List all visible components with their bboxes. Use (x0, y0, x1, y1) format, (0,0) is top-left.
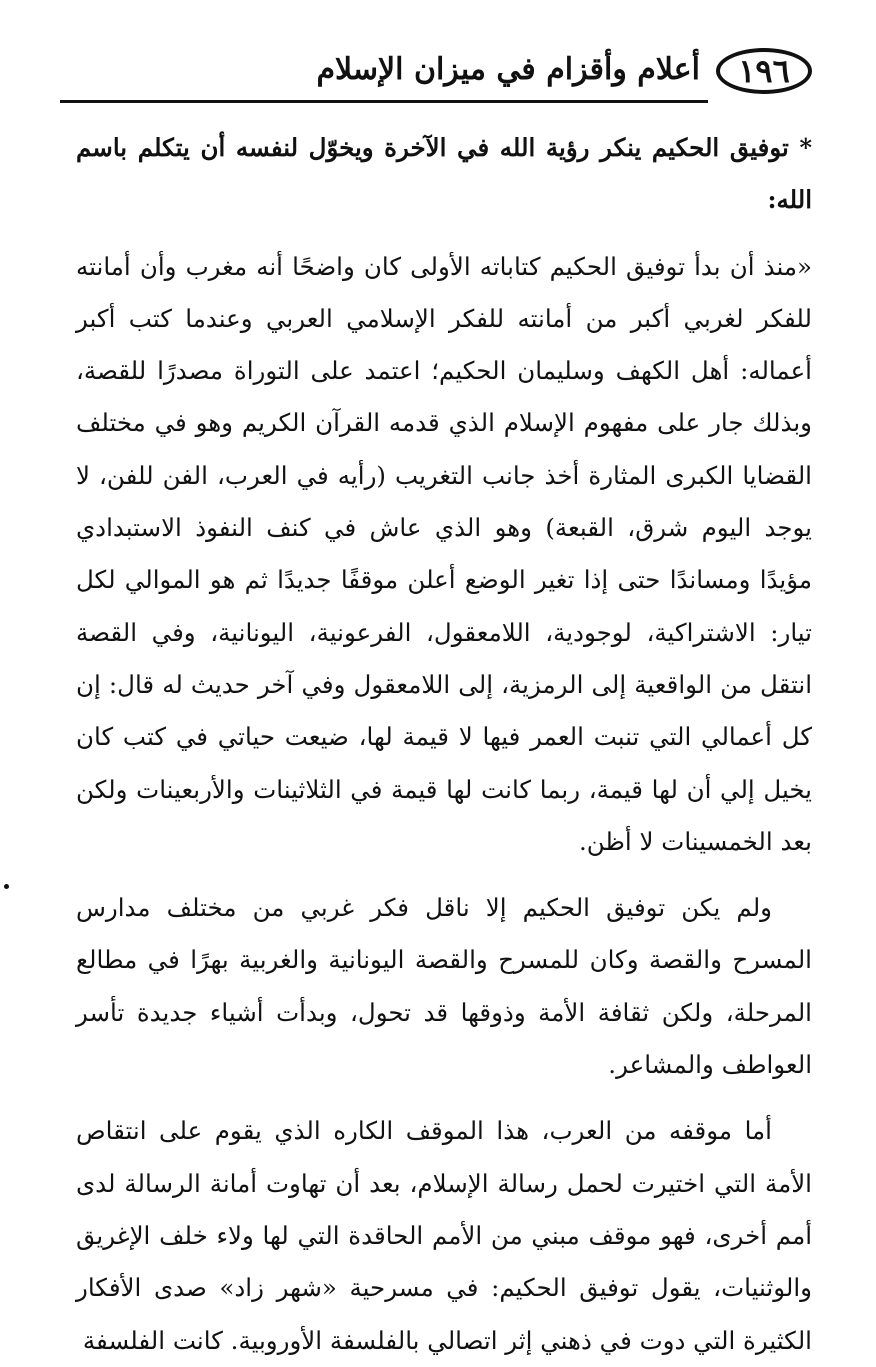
page-header (60, 40, 812, 112)
spacer (76, 227, 812, 241)
page-body (76, 122, 812, 1367)
asterisk-marker: * (799, 133, 812, 162)
quote-paragraph: «منذ أن بدأ توفيق الحكيم كتاباته الأولى كان واضحًا أنه مغرب وأن أمانته للفكر لغربي أكبر من أمانته للفكر الإسلامي العربي وعندما كتب أكبر أعماله: أهل الكهف وسليمان الحكيم؛ اعتمد على التوراة مصدرًا للقصة، وبذلك جار على مفهوم الإسلام الذي قدمه القرآن الكريم وهو في مختلف القضايا الكبرى المثارة أخذ جانب التغريب (رأيه في العرب، الفن للفن، لا يوجد اليوم شرق، القبعة) وهو الذي عاش في كنف النفوذ الاستبدادي مؤيدًا ومساندًا حتى إذا تغير الوضع أعلن موقفًا جديدًا ثم هو الموالي لكل تيار: الاشتراكية، لوجودية، اللامعقول، الفرعونية، اليونانية، وفي القصة انتقل من الواقعية إلى الرمزية، إلى اللامعقول وفي آخر حديث له قال: إن كل أعمالي التي تنبت العمر فيها لا قيمة لها، ضيعت حياتي في كتب كان يخيل إلي أن لها قيمة، ربما كانت لها قيمة في الثلاثينات والأربعينات ولكن بعد الخمسينات لا أظن. (76, 251, 812, 856)
body-paragraph: أما موقفه من العرب، هذا الموقف الكاره الذي يقوم على انتقاص الأمة التي اختيرت لحمل رسالة الإسلام، بعد أن تهاوت أمانة الرسالة لدى أمم أخرى، فهو موقف مبني من الأمم الحاقدة التي لها ولاء خلف الإغريق والوثنيات، يقول توفيق الحكيم: في مسرحية «شهر زاد» صدى الأفكار الكثيرة التي دوت في ذهني إثر اتصالي بالفلسفة الأوروبية. كانت الفلسفة (76, 1116, 812, 1355)
section-heading (76, 122, 812, 227)
spacer (76, 1091, 812, 1105)
header-rule (60, 100, 708, 103)
running-title: أعلام وأقزام في ميزان الإسلام (316, 52, 700, 87)
spacer (76, 868, 812, 882)
page-number: ١٩٦ (716, 48, 812, 94)
margin-dot (4, 884, 9, 889)
section-heading-text: توفيق الحكيم ينكر رؤية الله في الآخرة ويخوّل لنفسه أن يتكلم باسم الله: (76, 133, 812, 215)
body-paragraph: ولم يكن توفيق الحكيم إلا ناقل فكر غربي من مختلف مدارس المسرح والقصة وكان للمسرح والقصة اليونانية والغربية بهرًا في مطالع المرحلة، ولكن ثقافة الأمة وذوقها قد تحول، وبدأت أشياء جديدة تأسر العواطف والمشاعر. (76, 893, 812, 1080)
